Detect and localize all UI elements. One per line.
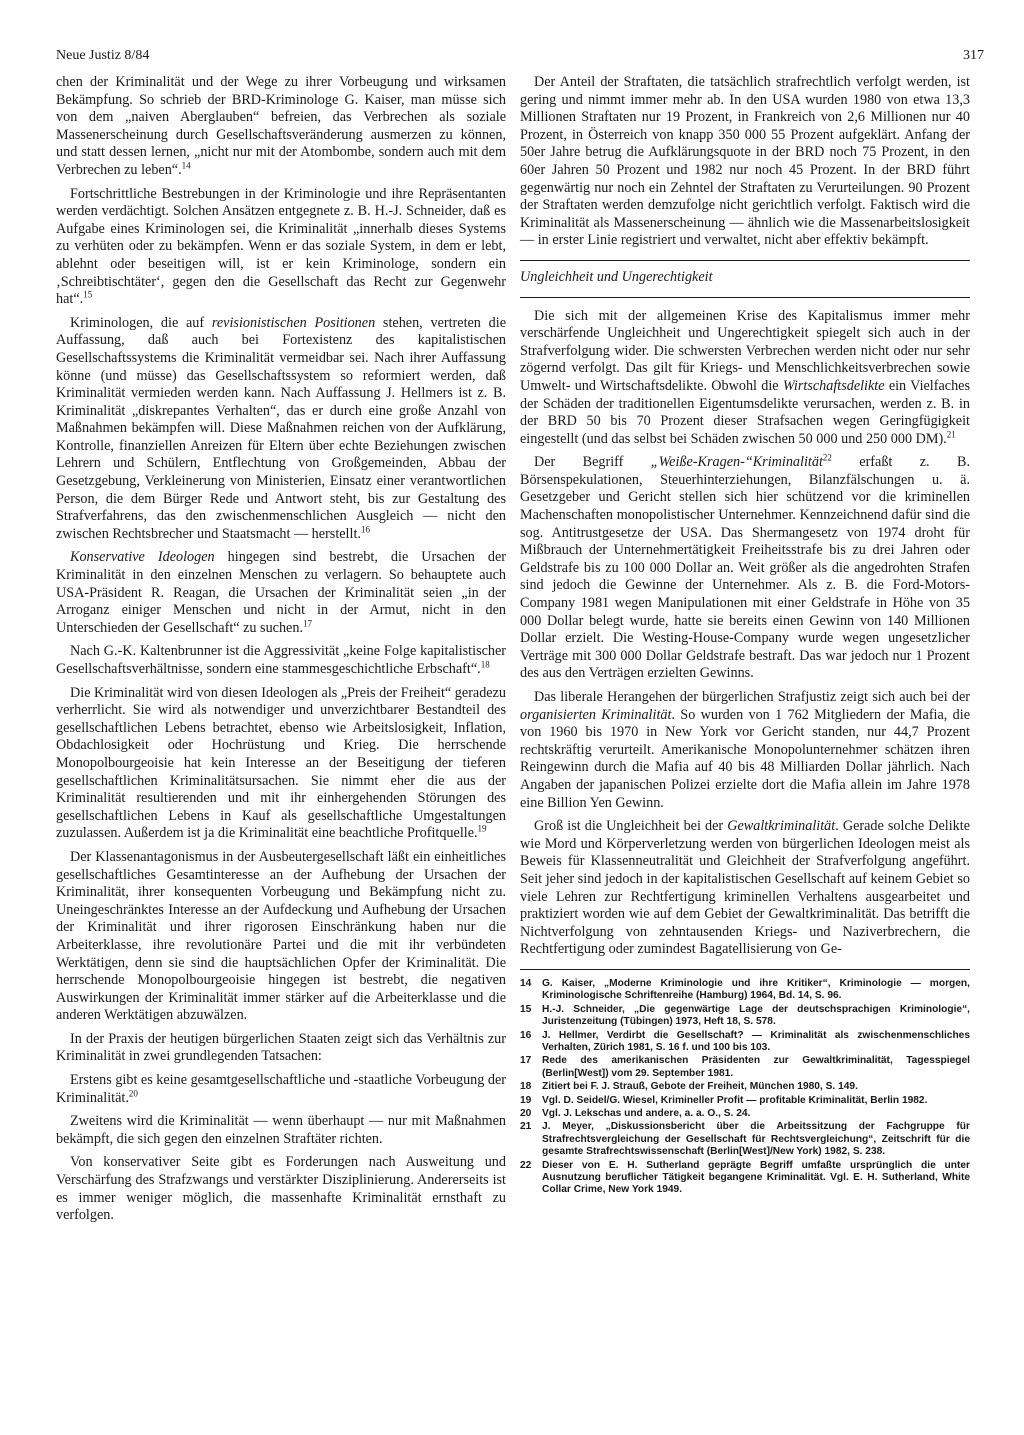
footnote: 18 Zitiert bei F. J. Strauß, Gebote der Freiheit, München 1980, S. 149.	[520, 1081, 858, 1093]
paragraph: Erstens gibt es keine gesamtgesellschaftliche und -staatliche Vorbeugung der Kriminalität.$^{20}$	[56, 1072, 507, 1106]
paragraph: Kriminologen, die auf revisionistischen Positionen stehen, vertreten die Auffassung, daß auch bei Fortexistenz des kapitalistischen Gesellschaftssystems die Kriminalität vermeidbar sei. Nach ihrer Auffassung könne (und müsse) das Gesellschaftssystem so reformiert werden, daß Kriminalität vermieden werden kann. Nach Auffassung J. Hellmers ist z. B. Kriminalität „diskrepantes Verhalten“, das er durch eine große Anzahl von Maßnahmen bekämpfen will. Diese Maßnahmen reichen von der Aufklärung, Kontrolle, finanziellen Anreizen für Eltern über echte Beziehungen zwischen Lehrern und Schülern, Entflechtung von Großgemeinden, Abbau der Gesetzgebung, Verkleinerung von Ministerien, Einsatz einer verantwortlichen Person, die dem Bürger Rede und Antwort steht, bis zur Gestaltung des Strafverfahrens, das den zwischenmenschlichen Ausgleich — nicht den zwischen Rechtsbrecher und Staatsmacht — herstellt.$^{16}$	[56, 314, 506, 542]
paragraph: chen der Kriminalität und der Wege zu ihrer Vorbeugung und wirksamen Bekämpfung. So schrieb der BRD-Kriminologe G. Kaiser, man müsse sich von dem „naiven Aberglauben“ befreien, das Verbrechen als soziale Massenerscheinung durch Gesellschaftsveränderung ausmerzen zu können, und statt dessen lernen, „nicht nur mit der Atombombe, sondern auch mit dem Verbrechen zu leben“.$^{14}$	[56, 74, 506, 178]
paragraph: Zweitens wird die Kriminalität — wenn überhaupt — nur mit Maßnahmen bekämpft, die sich gegen den einzelnen Straftäter richten.	[56, 1113, 506, 1147]
footnote: 19 Vgl. D. Seidel/G. Wiesel, Krimineller Profit — profitable Kriminalität, Berlin 1982.	[520, 1094, 928, 1106]
emphasis: Wirtschaftsdelikte	[782, 377, 885, 394]
footnote: 20 Vgl. J. Lekschas und andere, a. a. O., S. 24.	[520, 1107, 751, 1119]
right-column	[520, 74, 970, 1198]
footnote: 21 J. Meyer, „Diskussionsbericht über die Arbeitssitzung der Fachgruppe für Strafrechtsvergleichung der Gesellschaft für Rechtsvergleichung“, Zeitschrift für die gesamte Strafrechtswissenschaft (Berlin[West]/New York) 1982, S. 238.	[520, 1121, 970, 1158]
footnote-ref: 14	[181, 160, 191, 171]
emphasis: „Weiße-Kragen-“Kriminalität	[650, 454, 823, 471]
footnote-ref: 15	[83, 289, 93, 300]
emphasis: Gewaltkriminalität	[727, 818, 836, 835]
footnote-ref: 22	[822, 452, 832, 463]
paragraph: Die sich mit der allgemeinen Krise des Kapitalismus immer mehr verschärfende Ungleichheit und Ungerechtigkeit spiegelt sich auch in der Strafverfolgung wider. Die schwersten Verbrechen werden nicht oder nur sehr zögernd verfolgt. Das gilt für Kriegs- und Menschlichkeitsverbrechen sowie Umwelt- und Wirtschaftsdelikte. Obwohl die Wirtschaftsdelikte ein Vielfaches der Schäden der traditionellen Eigentumsdelikte verursachen, werden z. B. in der BRD 50 bis 70 Prozent dieser Strafsachen wegen Geringfügigkeit eingestellt (und das selbst bei Schäden zwischen 50 000 und 250 000 DM).$^{21}$	[520, 307, 970, 447]
footnote-ref: 20	[128, 1087, 138, 1098]
paragraph: Der Klassenantagonismus in der Ausbeutergesellschaft läßt ein einheitliches gesellschaftliches Gesamtinteresse an der Aufhebung der Ursachen der Kriminalität, ihrer konsequenten Vorbeugung und Bekämpfung nicht zu. Uneingeschränktes Interesse an der Aufdeckung und Aufhebung der Ursachen der Kriminalität und ihrer rigorosen Einschränkung haben nur die Arbeiterklasse, ihre revolutionäre Partei und die mit ihr verbündeten Werktätigen, denn sie sind die hauptsächlichen Opfer der Kriminalität. Die herrschende Monopolbourgeoisie hingegen ist bestrebt, die negativen Auswirkungen der Kriminalität immer stärker auf die Arbeiterklasse und die anderen Werktätigen abzuwälzen.	[56, 848, 506, 1024]
footnotes	[520, 978, 970, 1197]
section-divider	[520, 297, 970, 298]
footnote-ref: 16	[360, 524, 370, 535]
footnote-ref: 18	[480, 659, 490, 670]
paragraph: In der Praxis der heutigen bürgerlichen Staaten zeigt sich das Verhältnis zur Kriminalität in zwei grundlegenden Tatsachen:	[56, 1030, 506, 1065]
page-number: 317	[963, 48, 984, 63]
footnote-rule	[520, 969, 970, 970]
footnote: 15 H.-J. Schneider, „Die gegenwärtige Lage der deutschsprachigen Kriminologie“, Juristenzeitung (Tübingen) 1973, Heft 18, S. 578.	[520, 1003, 970, 1028]
emphasis: revisionistischen Positionen	[211, 314, 376, 331]
emphasis: organisierten Kriminalität	[520, 706, 672, 723]
emphasis: Konservative Ideologen	[70, 549, 215, 566]
paragraph: Fortschrittliche Bestrebungen in der Kriminologie und ihre Repräsentanten werden verdächtigt. Solchen Ansätzen entgegnete z. B. H.-J. Schneider, daß es Aufgabe eines Kriminologen sei, die Kriminalität „innerhalb dieses Systems zu verhüten oder zu bekämpfen. Wenn er das soziale System, in dem er lebt, ablehnt oder beseitigen will, ist er kein Kriminologe, sondern ein ‚Schreibtischtäter‘, gegen den die Gesellschaft das Recht zur Gegenwehr hat“.$^{15}$	[56, 185, 506, 308]
left-column	[56, 74, 506, 1231]
footnote-ref: 17	[303, 618, 312, 629]
footnote: 17 Rede des amerikanischen Präsidenten zur Gewaltkriminalität, Tagesspiegel (Berlin[West]) vom 29. September 1981.	[520, 1055, 970, 1079]
paragraph: Groß ist die Ungleichheit bei der Gewaltkriminalität. Gerade solche Delikte wie Mord und Körperverletzung werden von bürgerlichen Ideologen meist als Beweis für Klassenneutralität und Gleichheit der Strafverfolgung angeführt. Seit jeher sind jedoch in der kapitalistischen Gesellschaft auf keinem Gebiet so viele Lehren zur Rechtfertigung kriminellen Verhaltens ausgearbeitet und praktiziert worden wie auf dem Gebiet der Gewaltkriminalität. Das betrifft die Nichtverfolgung von zehntausenden Kriegs- und Naziverbrechern, die Rechtfertigung oder zumindest Bagatellisierung von Ge-	[520, 818, 971, 958]
footnote-ref: 19	[477, 823, 487, 834]
paragraph: Der Anteil der Straftaten, die tatsächlich strafrechtlich verfolgt werden, ist gering und nimmt immer mehr ab. In den USA wurden 1980 von etwa 13,3 Millionen Straftaten nur 19 Prozent, in Frankreich von 2,6 Millionen nur 40 Prozent, in Österreich von knapp 350 000 55 Prozent aufgeklärt. Anfang der 50er Jahre betrug die Aufklärungsquote in der BRD noch 75 Prozent, in den 60er Jahren 50 Prozent und 1982 nur noch 45 Prozent. In der BRD führt gegenwärtig nur noch ein Zehntel der Straftaten zu Verurteilungen. 90 Prozent der Straftaten werden demzufolge nicht gerichtlich verfolgt. Faktisch wird die Kriminalität als Massenerscheinung — ähnlich wie die Massenarbeitslosigkeit — in erster Linie registriert und verwaltet, nicht aber effektiv bekämpft.	[520, 74, 970, 249]
paragraph: Konservative Ideologen hingegen sind bestrebt, die Ursachen der Kriminalität in den einzelnen Menschen zu verlagern. So behauptete auch USA-Präsident R. Reagan, die Ursachen der Kriminalität seien „in der Arroganz einiger Menschen und nicht in der Armut, nicht in den Unterschieden der Gesellschaft“ zu suchen.$^{17}$	[56, 549, 506, 636]
paragraph: Der Begriff „Weiße-Kragen-“Kriminalität$^{22}$ erfaßt z. B. Börsenspekulationen, Steuerhinterziehungen, Bilanzfälschungen u. ä. Gesetzgeber und Gericht stellen sich hier schützend vor die kriminellen Machenschaften monopolistischer Unternehmer. Kennzeichnend dafür sind die sog. Antitrustgesetze der USA. Das Shermangesetz von 1974 droht für Mißbrauch der Unternehmertätigkeit Freiheitsstrafe bis zu drei Jahren oder Geldstrafe bis zu 100 000 Dollar an. Weit größer als die angedrohten Strafen sind jedoch die Gewinne der Unternehmer. Als z. B. die Ford-Motors-Company 1981 wegen Manipulationen mit einer Geldstrafe in Höhe von 35 000 Dollar belegt wurde, hatte sie bereits einen Gewinn von 140 Millionen Dollar erzielt. Die Westing-House-Company wurde wegen ungesetzlicher Verträge mit 300 000 Dollar Geldstrafe bestraft. Das war jedoch nur 1 Prozent des aus den Verträgen erzielten Gewinns.	[520, 452, 971, 682]
footnote: 16 J. Hellmer, Verdirbt die Gesellschaft? — Kriminalität als zwischenmenschliches Verhalten, Zürich 1981, S. 16 f. und 100 bis 103.	[520, 1029, 970, 1053]
journal-header: Neue Justiz 8/84	[56, 48, 150, 63]
paragraph: Die Kriminalität wird von diesen Ideologen als „Preis der Freiheit“ geradezu verherrlicht. Sie wird als notwendiger und unverzichtbarer Bestandteil des gesellschaftlichen Lebens betrachtet, ebenso wie Arbeitslosigkeit, Inflation, Obdachlosigkeit oder Hochrüstung und Krieg. Die herrschende Monopolbourgeoisie hat kein Interesse an der Beseitigung der tieferen gesellschaftlichen Kriminalitätsursachen. Sie nimmt eher die aus der Kriminalität resultierenden und mit ihr einhergehenden Störungen des gesellschaftlichen Lebens in Kauf als gesellschaftliche Umgestaltungen zuzulassen. Außerdem ist ja die Kriminalität eine beachtliche Profitquelle.$^{19}$	[56, 684, 506, 842]
paragraph: Das liberale Herangehen der bürgerlichen Strafjustiz zeigt sich auch bei der organisierten Kriminalität. So wurden von 1 762 Mitgliedern der Mafia, die von 1960 bis 1970 in New York vor Gericht standen, nur 44,7 Prozent rechtskräftig verurteilt. Amerikanische Monopolunternehmer schätzen ihren Reingewinn durch die Mafia auf 40 bis 48 Milliarden Dollar jährlich. Nach Angaben der japanischen Polizei erzielte dort die Mafia allein im Jahre 1978 eine Billion Yen Gewinn.	[520, 689, 970, 811]
paragraph: Von konservativer Seite gibt es Forderungen nach Ausweitung und Verschärfung des Strafzwangs und verstärkter Disziplinierung. Andererseits ist es immer weniger möglich, die massenhafte Kriminalität ernsthaft zu verfolgen.	[56, 1154, 506, 1224]
footnote-ref: 21	[946, 428, 956, 439]
footnote: 22 Dieser von E. H. Sutherland geprägte Begriff umfaßte ursprünglich die unter Ausnutzung beruflicher Tätigkeit begangene Kriminalität. Vgl. E. H. Sutherland, White Collar Crime, New York 1949.	[520, 1159, 970, 1196]
section-heading: Ungleichheit und Ungerechtigkeit	[520, 268, 713, 285]
section-divider	[520, 260, 970, 261]
paragraph: Nach G.-K. Kaltenbrunner ist die Aggressivität „keine Folge kapitalistischer Gesellschaftsverhältnisse, sondern eine stammesgeschichtliche Erbschaft“.$^{18}$	[56, 643, 506, 677]
footnote: 14 G. Kaiser, „Moderne Kriminologie und ihre Kritiker“, Kriminologie — morgen, Kriminologische Schriftenreihe (Hamburg) 1964, Bd. 14, S. 96.	[520, 977, 970, 1002]
